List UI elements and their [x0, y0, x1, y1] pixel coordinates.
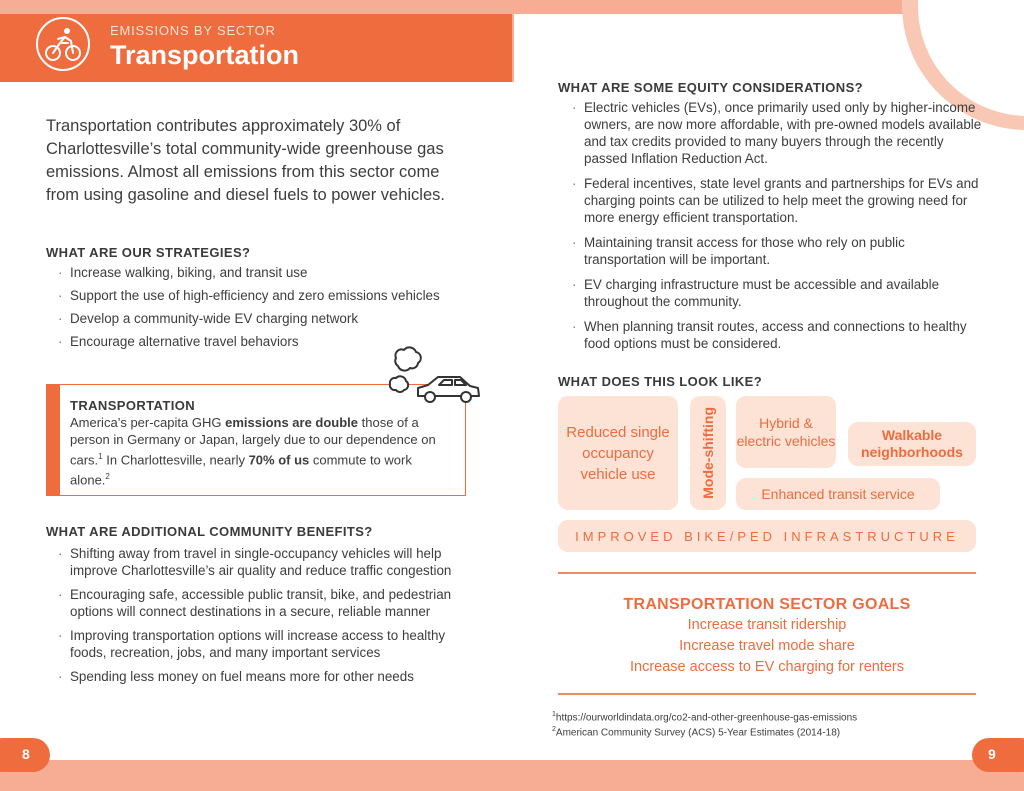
- callout-text: commute to work alone.: [70, 452, 412, 488]
- list-item: · Encourage alternative travel behaviors: [56, 333, 496, 350]
- callout-emphasis: emissions are double: [225, 415, 359, 430]
- page-number: 8: [22, 746, 30, 762]
- enhanced-transit-box: Enhanced transit service: [736, 478, 940, 510]
- callout-text: those of a person in Germany or Japan, largely due to our dependence on cars.: [70, 415, 436, 468]
- list-item: · Maintaining transit access for those who rely on public transportation will be important.: [570, 234, 985, 268]
- mode-shifting-box: [690, 396, 726, 510]
- goals-rule-top: [558, 572, 976, 574]
- mode-shifting-label: Mode-shifting: [700, 407, 716, 499]
- bike-ped-box: IMPROVED BIKE/PED INFRASTRUCTURE: [558, 520, 976, 552]
- callout-text: America’s per-capita GHG: [70, 415, 226, 430]
- cyclist-icon: [36, 17, 90, 71]
- strategies-list: [56, 264, 496, 356]
- callout-emphasis: 70% of us: [248, 452, 310, 468]
- goal-item: Increase access to EV charging for renters: [629, 659, 905, 675]
- goals-list: [558, 615, 976, 678]
- section-eyebrow: EMISSIONS BY SECTOR: [110, 23, 276, 38]
- list-item: · Develop a community-wide EV charging network: [56, 310, 496, 327]
- callout-body: [70, 414, 450, 489]
- equity-heading: WHAT ARE SOME EQUITY CONSIDERATIONS?: [558, 80, 863, 95]
- page-number: 9: [988, 746, 996, 762]
- list-item: · Spending less money on fuel means more for other needs: [56, 668, 476, 685]
- footnote-1: [552, 711, 857, 723]
- callout-accent-bar: [46, 384, 60, 496]
- list-item: · When planning transit routes, access and connections to healthy food options must be considered.: [570, 318, 985, 352]
- footnote-ref: 2: [105, 472, 110, 482]
- walkable-box: Walkable neighborhoods: [848, 422, 976, 466]
- page-number-badge-right: [972, 738, 1024, 772]
- benefits-list: [56, 545, 476, 692]
- reduced-svu-box: Reduced single occupancy vehicle use: [558, 396, 678, 510]
- footnote-text: https://ourworldindata.org/co2-and-other-greenhouse-gas-emissions: [555, 712, 858, 724]
- footnote-ref: 1: [98, 452, 103, 461]
- footnote-2: [552, 726, 840, 738]
- footnote-text: American Community Survey (ACS) 5-Year Estimates (2014-18): [555, 727, 841, 739]
- list-item: · Improving transportation options will increase access to healthy foods, recreation, jobs, and many important services: [56, 627, 476, 661]
- car-exhaust-icon: [384, 344, 484, 410]
- hybrid-electric-box: Hybrid & electric vehicles: [736, 396, 836, 468]
- benefits-heading: WHAT ARE ADDITIONAL COMMUNITY BENEFITS?: [46, 524, 373, 539]
- list-item: · Federal incentives, state level grants and partnerships for EVs and charging points can be utilized to help meet the growing need for more energy efficient transportation.: [570, 175, 985, 226]
- footnote-mark: 1: [552, 711, 556, 718]
- list-item: · EV charging infrastructure must be accessible and available throughout the community.: [570, 276, 985, 310]
- goals-rule-bottom: [558, 693, 976, 695]
- list-item: · Increase walking, biking, and transit use: [56, 264, 496, 281]
- bottom-decorative-band: [0, 760, 1024, 791]
- goal-item: Increase transit ridership: [687, 617, 847, 633]
- callout-text: In Charlottesville, nearly: [102, 452, 249, 468]
- footnote-mark: 2: [552, 726, 556, 733]
- page-title: Transportation: [110, 40, 300, 70]
- page-number-badge-left: [0, 738, 50, 772]
- looks-like-heading: WHAT DOES THIS LOOK LIKE?: [558, 374, 763, 389]
- strategies-heading: WHAT ARE OUR STRATEGIES?: [46, 245, 251, 260]
- intro-paragraph: Transportation contributes approximately 30% of Charlottesville’s total community-wide greenhouse gas emissions. Almost all emissions from this sector come from using gasoline and diesel fuels to power vehicles.: [46, 117, 445, 204]
- list-item: · Electric vehicles (EVs), once primarily used only by higher-income owners, are now more affordable, with pre-owned models available and tax credits provided to many buyers through the recently passed Inflation Reduction Act.: [570, 99, 985, 167]
- callout-title: TRANSPORTATION: [70, 398, 195, 413]
- goal-item: Increase travel mode share: [679, 638, 855, 654]
- list-item: · Encouraging safe, accessible public transit, bike, and pedestrian options will connect destinations in a secure, reliable manner: [56, 586, 476, 620]
- list-item: · Shifting away from travel in single-occupancy vehicles will help improve Charlottesville’s air quality and reduce traffic congestion: [56, 545, 476, 579]
- equity-list: [570, 99, 985, 360]
- list-item: · Support the use of high-efficiency and zero emissions vehicles: [56, 287, 496, 304]
- goals-title: TRANSPORTATION SECTOR GOALS: [623, 596, 911, 613]
